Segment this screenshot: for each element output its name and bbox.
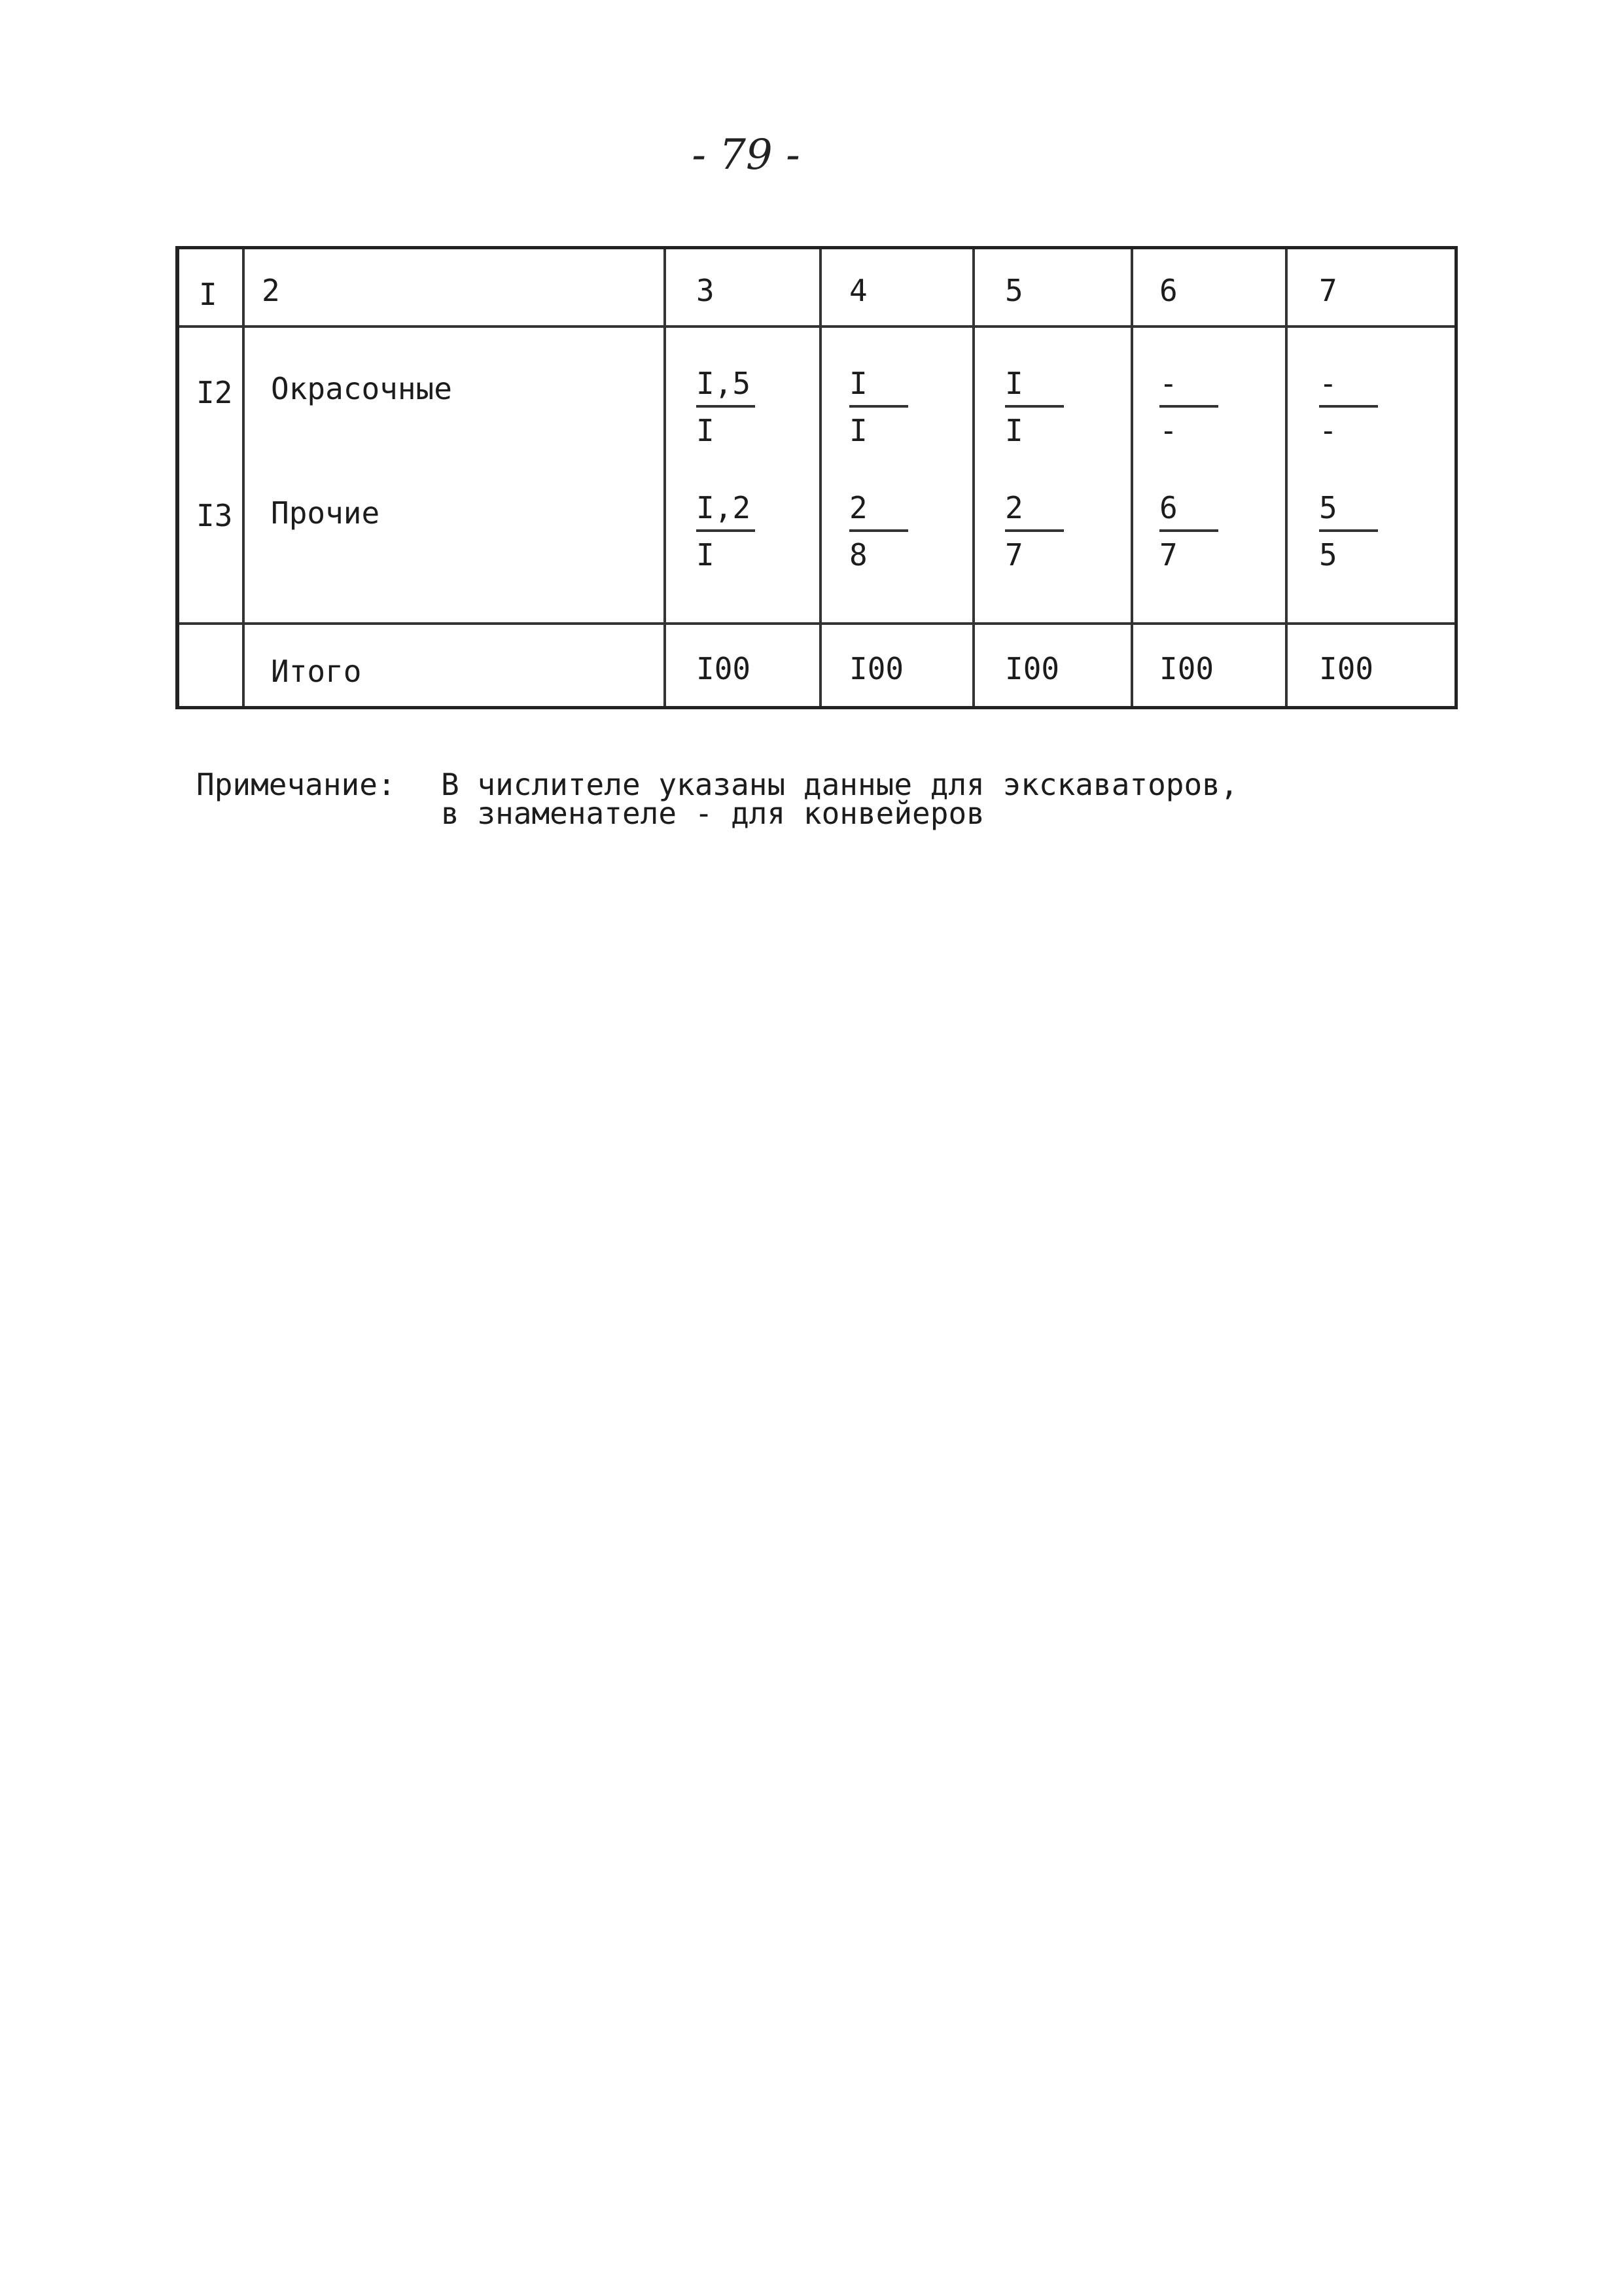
denominator: 8 (849, 537, 868, 573)
fraction-bar (849, 405, 908, 408)
numerator: 2 (1005, 490, 1023, 525)
column-divider (819, 249, 822, 706)
fraction-cell (1005, 368, 1103, 446)
footnote-label: Примечание: (196, 767, 396, 802)
fraction-bar (1159, 405, 1218, 408)
column-divider (663, 249, 666, 706)
header-col-3: 3 (696, 273, 714, 308)
numerator: - (1319, 366, 1337, 401)
total-value: I00 (1005, 651, 1060, 686)
fraction-bar (696, 529, 755, 532)
footnote-line-2: в знаменателе - для конвейеров (441, 796, 985, 831)
numerator: 5 (1319, 490, 1337, 525)
footnote-line-1: В числителе указаны данные для экскаваторов, (441, 767, 1239, 802)
header-divider (179, 325, 1455, 328)
total-value: I00 (1319, 651, 1374, 686)
fraction-cell (849, 368, 947, 446)
header-col-6: 6 (1159, 273, 1178, 308)
denominator: I (849, 413, 868, 448)
total-divider (179, 622, 1455, 625)
fraction-bar (849, 529, 908, 532)
total-value: I00 (696, 651, 751, 686)
denominator: 7 (1005, 537, 1023, 573)
numerator: - (1159, 366, 1178, 401)
total-label: Итого (271, 654, 362, 689)
fraction-cell (1159, 490, 1258, 573)
denominator: - (1319, 413, 1337, 448)
row-name: Прочие (271, 495, 380, 531)
numerator: I (1005, 366, 1023, 401)
fraction-cell (1319, 490, 1417, 573)
denominator: I (1005, 413, 1023, 448)
fraction-cell (1319, 368, 1417, 446)
page-number: - 79 - (692, 131, 800, 179)
denominator: 7 (1159, 537, 1178, 573)
fraction-bar (1005, 529, 1064, 532)
data-table (175, 246, 1458, 709)
fraction-cell (849, 490, 947, 573)
row-name: Окрасочные (271, 371, 452, 406)
fraction-bar (696, 405, 755, 408)
fraction-bar (1159, 529, 1218, 532)
denominator: - (1159, 413, 1178, 448)
numerator: I,5 (696, 366, 751, 401)
header-col-2: 2 (262, 273, 280, 308)
fraction-cell (1005, 490, 1103, 573)
header-col-7: 7 (1319, 273, 1337, 308)
total-value: I00 (849, 651, 904, 686)
fraction-bar (1005, 405, 1064, 408)
column-divider (1131, 249, 1133, 706)
fraction-bar (1319, 529, 1378, 532)
row-number: I3 (196, 498, 233, 533)
total-value: I00 (1159, 651, 1214, 686)
header-col-1: I (199, 277, 217, 312)
header-col-4: 4 (849, 273, 868, 308)
column-divider (972, 249, 975, 706)
denominator: I (696, 413, 714, 448)
numerator: I (849, 366, 868, 401)
numerator: I,2 (696, 490, 751, 525)
denominator: I (696, 537, 714, 573)
fraction-cell (1159, 368, 1258, 446)
numerator: 6 (1159, 490, 1178, 525)
denominator: 5 (1319, 537, 1337, 573)
footnote (196, 767, 1239, 908)
fraction-cell (696, 368, 794, 446)
row-number: I2 (196, 375, 233, 410)
fraction-cell (696, 490, 794, 573)
fraction-bar (1319, 405, 1378, 408)
header-col-5: 5 (1005, 273, 1023, 308)
numerator: 2 (849, 490, 868, 525)
column-divider (242, 249, 245, 706)
column-divider (1285, 249, 1288, 706)
